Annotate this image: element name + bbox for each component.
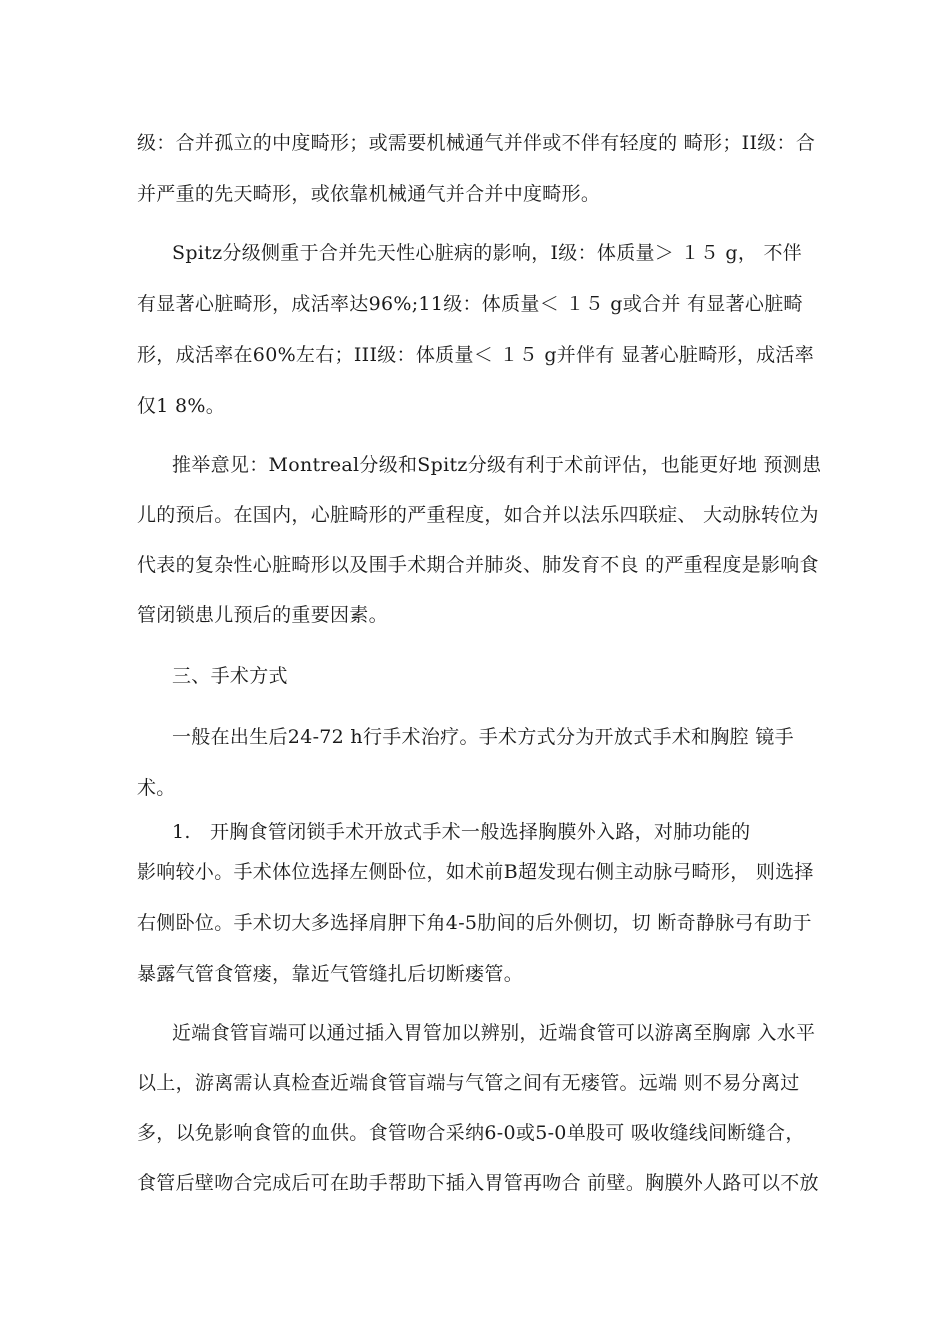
text-line: 代表的复杂性心脏畸形以及围手术期合并肺炎、肺发育不良 的严重程度是影响食 (137, 554, 819, 576)
text-line: Spitz分级侧重于合并先天性心脏病的影响，I级：体质量＞ １５ g， 不伴 (172, 242, 803, 264)
section-heading: 三、手术方式 (172, 665, 288, 687)
text-line: 并严重的先天畸形，或依靠机械通气并合并中度畸形。 (137, 183, 601, 205)
text-line: 多，以免影响食管的血供。食管吻合采纳6-0或5-0单股可 吸收缝线间断缝合， (137, 1122, 805, 1144)
text-line: 推举意见：Montreal分级和Spitz分级有利于术前评估，也能更好地 预测患 (172, 454, 822, 476)
text-line: 术。 (137, 777, 176, 799)
text-line: 近端食管盲端可以通过插入胃管加以辨别，近端食管可以游离至胸廓 入水平 (172, 1022, 816, 1044)
text-line: 儿的预后。在国内，心脏畸形的严重程度，如合并以法乐四联症、 大动脉转位为 (137, 504, 819, 526)
text-line: 形，成活率在60%左右；III级：体质量＜ １５ g并伴有 显著心脏畸形，成活率 (137, 344, 815, 366)
text-line: 仅1 8%。 (137, 395, 226, 417)
text-line: 食管后壁吻合完成后可在助手帮助下插入胃管再吻合 前壁。胸膜外人路可以不放 (137, 1172, 819, 1194)
text-line: 级：合并孤立的中度畸形；或需要机械通气并伴或不伴有轻度的 畸形；II级：合 (137, 132, 816, 154)
text-line: 管闭锁患儿预后的重要因素。 (137, 604, 388, 626)
text-line: 暴露气管食管瘘，靠近气管缝扎后切断瘘管。 (137, 963, 524, 985)
text-line: 以上，游离需认真检查近端食管盲端与气管之间有无瘘管。远端 则不易分离过 (137, 1072, 800, 1094)
text-line: 1. 开胸食管闭锁手术开放式手术一般选择胸膜外入路，对肺功能的 (172, 821, 751, 843)
text-line: 右侧卧位。手术切大多选择肩胛下角4-5肋间的后外侧切，切 断奇静脉弓有助于 (137, 912, 812, 934)
text-line: 有显著心脏畸形，成活率达96%;11级：体质量＜ １５ g或合并 有显著心脏畸 (137, 293, 803, 315)
text-line: 影响较小。手术体位选择左侧卧位，如术前B超发现右侧主动脉弓畸形， 则选择 (137, 861, 814, 883)
text-line: 一般在出生后24-72 h行手术治疗。手术方式分为开放式手术和胸腔 镜手 (172, 726, 794, 748)
